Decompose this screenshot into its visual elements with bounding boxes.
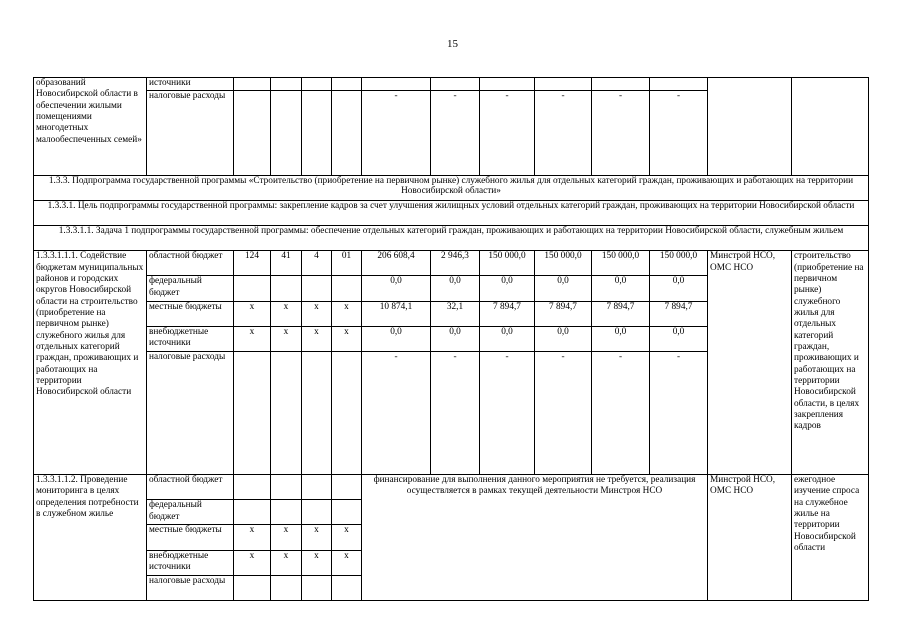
value-cell: -: [480, 352, 535, 475]
source-cell: внебюджетные источники: [147, 550, 234, 575]
code-cell: x: [302, 525, 332, 550]
code-cell: x: [271, 301, 302, 326]
value-cell: -: [431, 91, 480, 176]
code-cell: [332, 575, 362, 600]
code-cell: [302, 276, 332, 301]
code-cell: [234, 91, 271, 176]
measure-name: образований Новосибирской области в обеспечении жилыми помещениями многодетных малообеспеченных семей»: [34, 78, 147, 176]
code-cell: [271, 500, 302, 525]
code-cell: 4: [302, 251, 332, 276]
value-cell: 0,0: [431, 276, 480, 301]
result-cell: [792, 78, 869, 176]
executor-cell: Минстрой НСО, ОМС НСО: [708, 251, 792, 475]
value-cell: 10 874,1: [362, 301, 431, 326]
source-cell: налоговые расходы: [147, 91, 234, 176]
value-cell: -: [535, 352, 592, 475]
result-cell: ежегодное изучение спроса на служебное жилье на территории Новосибирской области: [792, 474, 869, 600]
code-cell: x: [234, 550, 271, 575]
value-cell: 0,0: [592, 326, 650, 351]
code-cell: [271, 474, 302, 499]
code-cell: x: [271, 525, 302, 550]
code-cell: [302, 474, 332, 499]
value-cell: 0,0: [480, 326, 535, 351]
value-cell: 0,0: [362, 276, 431, 301]
result-cell: строительство (приобретение на первичном рынке) служебного жилья для отдельных категорий граждан, проживающих и работающих на территории Новосибирской области, в целях закрепления кадров: [792, 251, 869, 475]
task-header: 1.3.3.1.1. Задача 1 подпрограммы государственной программы: обеспечение отдельных категорий граждан, проживающих и работающих на территории Новосибирской области, служебным жильем: [34, 226, 869, 251]
value-cell: -: [362, 352, 431, 475]
value-cell: 0,0: [431, 326, 480, 351]
value-cell: 0,0: [592, 276, 650, 301]
source-cell: местные бюджеты: [147, 301, 234, 326]
program-table: [33, 77, 869, 601]
code-cell: [332, 500, 362, 525]
value-cell: 2 946,3: [431, 251, 480, 276]
value-cell: -: [592, 352, 650, 475]
value-cell: [480, 78, 535, 91]
table-row: [34, 175, 869, 200]
code-cell: 41: [271, 251, 302, 276]
code-cell: x: [332, 301, 362, 326]
goal-header: 1.3.3.1. Цель подпрограммы государственной программы: закрепление кадров за счет улучшения жилищных условий отдельных категорий граждан, проживающих на территории Новосибирской области: [34, 200, 869, 225]
value-cell: [431, 78, 480, 91]
code-cell: [234, 276, 271, 301]
code-cell: 01: [332, 251, 362, 276]
source-cell: областной бюджет: [147, 474, 234, 499]
code-cell: [234, 78, 271, 91]
code-cell: [271, 352, 302, 475]
code-cell: [302, 78, 332, 91]
value-cell: 150 000,0: [650, 251, 708, 276]
value-cell: 150 000,0: [535, 251, 592, 276]
value-cell: -: [362, 91, 431, 176]
code-cell: x: [234, 326, 271, 351]
code-cell: x: [234, 525, 271, 550]
code-cell: [234, 500, 271, 525]
value-cell: 0,0: [650, 276, 708, 301]
code-cell: [302, 91, 332, 176]
code-cell: [302, 352, 332, 475]
code-cell: x: [332, 326, 362, 351]
source-cell: внебюджетные источники: [147, 326, 234, 351]
value-cell: -: [650, 352, 708, 475]
value-cell: 150 000,0: [592, 251, 650, 276]
code-cell: x: [332, 525, 362, 550]
value-cell: 0,0: [535, 326, 592, 351]
source-cell: областной бюджет: [147, 251, 234, 276]
code-cell: [332, 91, 362, 176]
code-cell: [271, 91, 302, 176]
source-cell: источники: [147, 78, 234, 91]
table-row: [34, 78, 869, 91]
financing-note: финансирование для выполнения данного мероприятия не требуется, реализация осуществляется в рамках текущей деятельности Минстроя НСО: [362, 474, 708, 600]
code-cell: [332, 276, 362, 301]
table-row: [34, 474, 869, 499]
value-cell: 7 894,7: [592, 301, 650, 326]
executor-cell: Минстрой НСО, ОМС НСО: [708, 474, 792, 600]
table-row: [34, 200, 869, 225]
value-cell: 0,0: [362, 326, 431, 351]
value-cell: -: [535, 91, 592, 176]
value-cell: [362, 78, 431, 91]
code-cell: [302, 500, 332, 525]
value-cell: -: [431, 352, 480, 475]
code-cell: [234, 352, 271, 475]
page-number: 15: [447, 38, 458, 50]
value-cell: 7 894,7: [480, 301, 535, 326]
value-cell: -: [592, 91, 650, 176]
code-cell: x: [271, 550, 302, 575]
code-cell: [271, 575, 302, 600]
code-cell: [302, 575, 332, 600]
value-cell: [535, 78, 592, 91]
measure-name: 1.3.3.1.1.2. Проведение мониторинга в целях определения потребности в служебном жилье: [34, 474, 147, 600]
code-cell: 124: [234, 251, 271, 276]
value-cell: 7 894,7: [535, 301, 592, 326]
code-cell: x: [271, 326, 302, 351]
source-cell: местные бюджеты: [147, 525, 234, 550]
value-cell: 0,0: [535, 276, 592, 301]
value-cell: 7 894,7: [650, 301, 708, 326]
table-row: [34, 251, 869, 276]
value-cell: 0,0: [650, 326, 708, 351]
executor-cell: [708, 78, 792, 176]
code-cell: [271, 78, 302, 91]
code-cell: x: [234, 301, 271, 326]
code-cell: [234, 474, 271, 499]
code-cell: x: [302, 550, 332, 575]
value-cell: [650, 78, 708, 91]
code-cell: [234, 575, 271, 600]
value-cell: 0,0: [480, 276, 535, 301]
value-cell: 32,1: [431, 301, 480, 326]
value-cell: 150 000,0: [480, 251, 535, 276]
code-cell: [332, 474, 362, 499]
source-cell: федеральный бюджет: [147, 500, 234, 525]
source-cell: налоговые расходы: [147, 575, 234, 600]
value-cell: -: [650, 91, 708, 176]
source-cell: федеральный бюджет: [147, 276, 234, 301]
code-cell: x: [332, 550, 362, 575]
value-cell: 206 608,4: [362, 251, 431, 276]
code-cell: x: [302, 326, 332, 351]
subprogram-header: 1.3.3. Подпрограмма государственной программы «Строительство (приобретение на первичном рынке) служебного жилья для отдельных категорий граждан, проживающих и работающих на территории Новосибирской области»: [34, 175, 869, 200]
code-cell: [332, 78, 362, 91]
measure-name: 1.3.3.1.1.1. Содействие бюджетам муниципальных районов и городских округов Новосибирской области на строительство (приобретение на первичном рынке) служебного жилья для отдельных категорий граждан, проживающих и работающих на территории Новосибирской области: [34, 251, 147, 475]
code-cell: x: [302, 301, 332, 326]
code-cell: [271, 276, 302, 301]
value-cell: -: [480, 91, 535, 176]
code-cell: [332, 352, 362, 475]
value-cell: [592, 78, 650, 91]
source-cell: налоговые расходы: [147, 352, 234, 475]
table-row: [34, 226, 869, 251]
